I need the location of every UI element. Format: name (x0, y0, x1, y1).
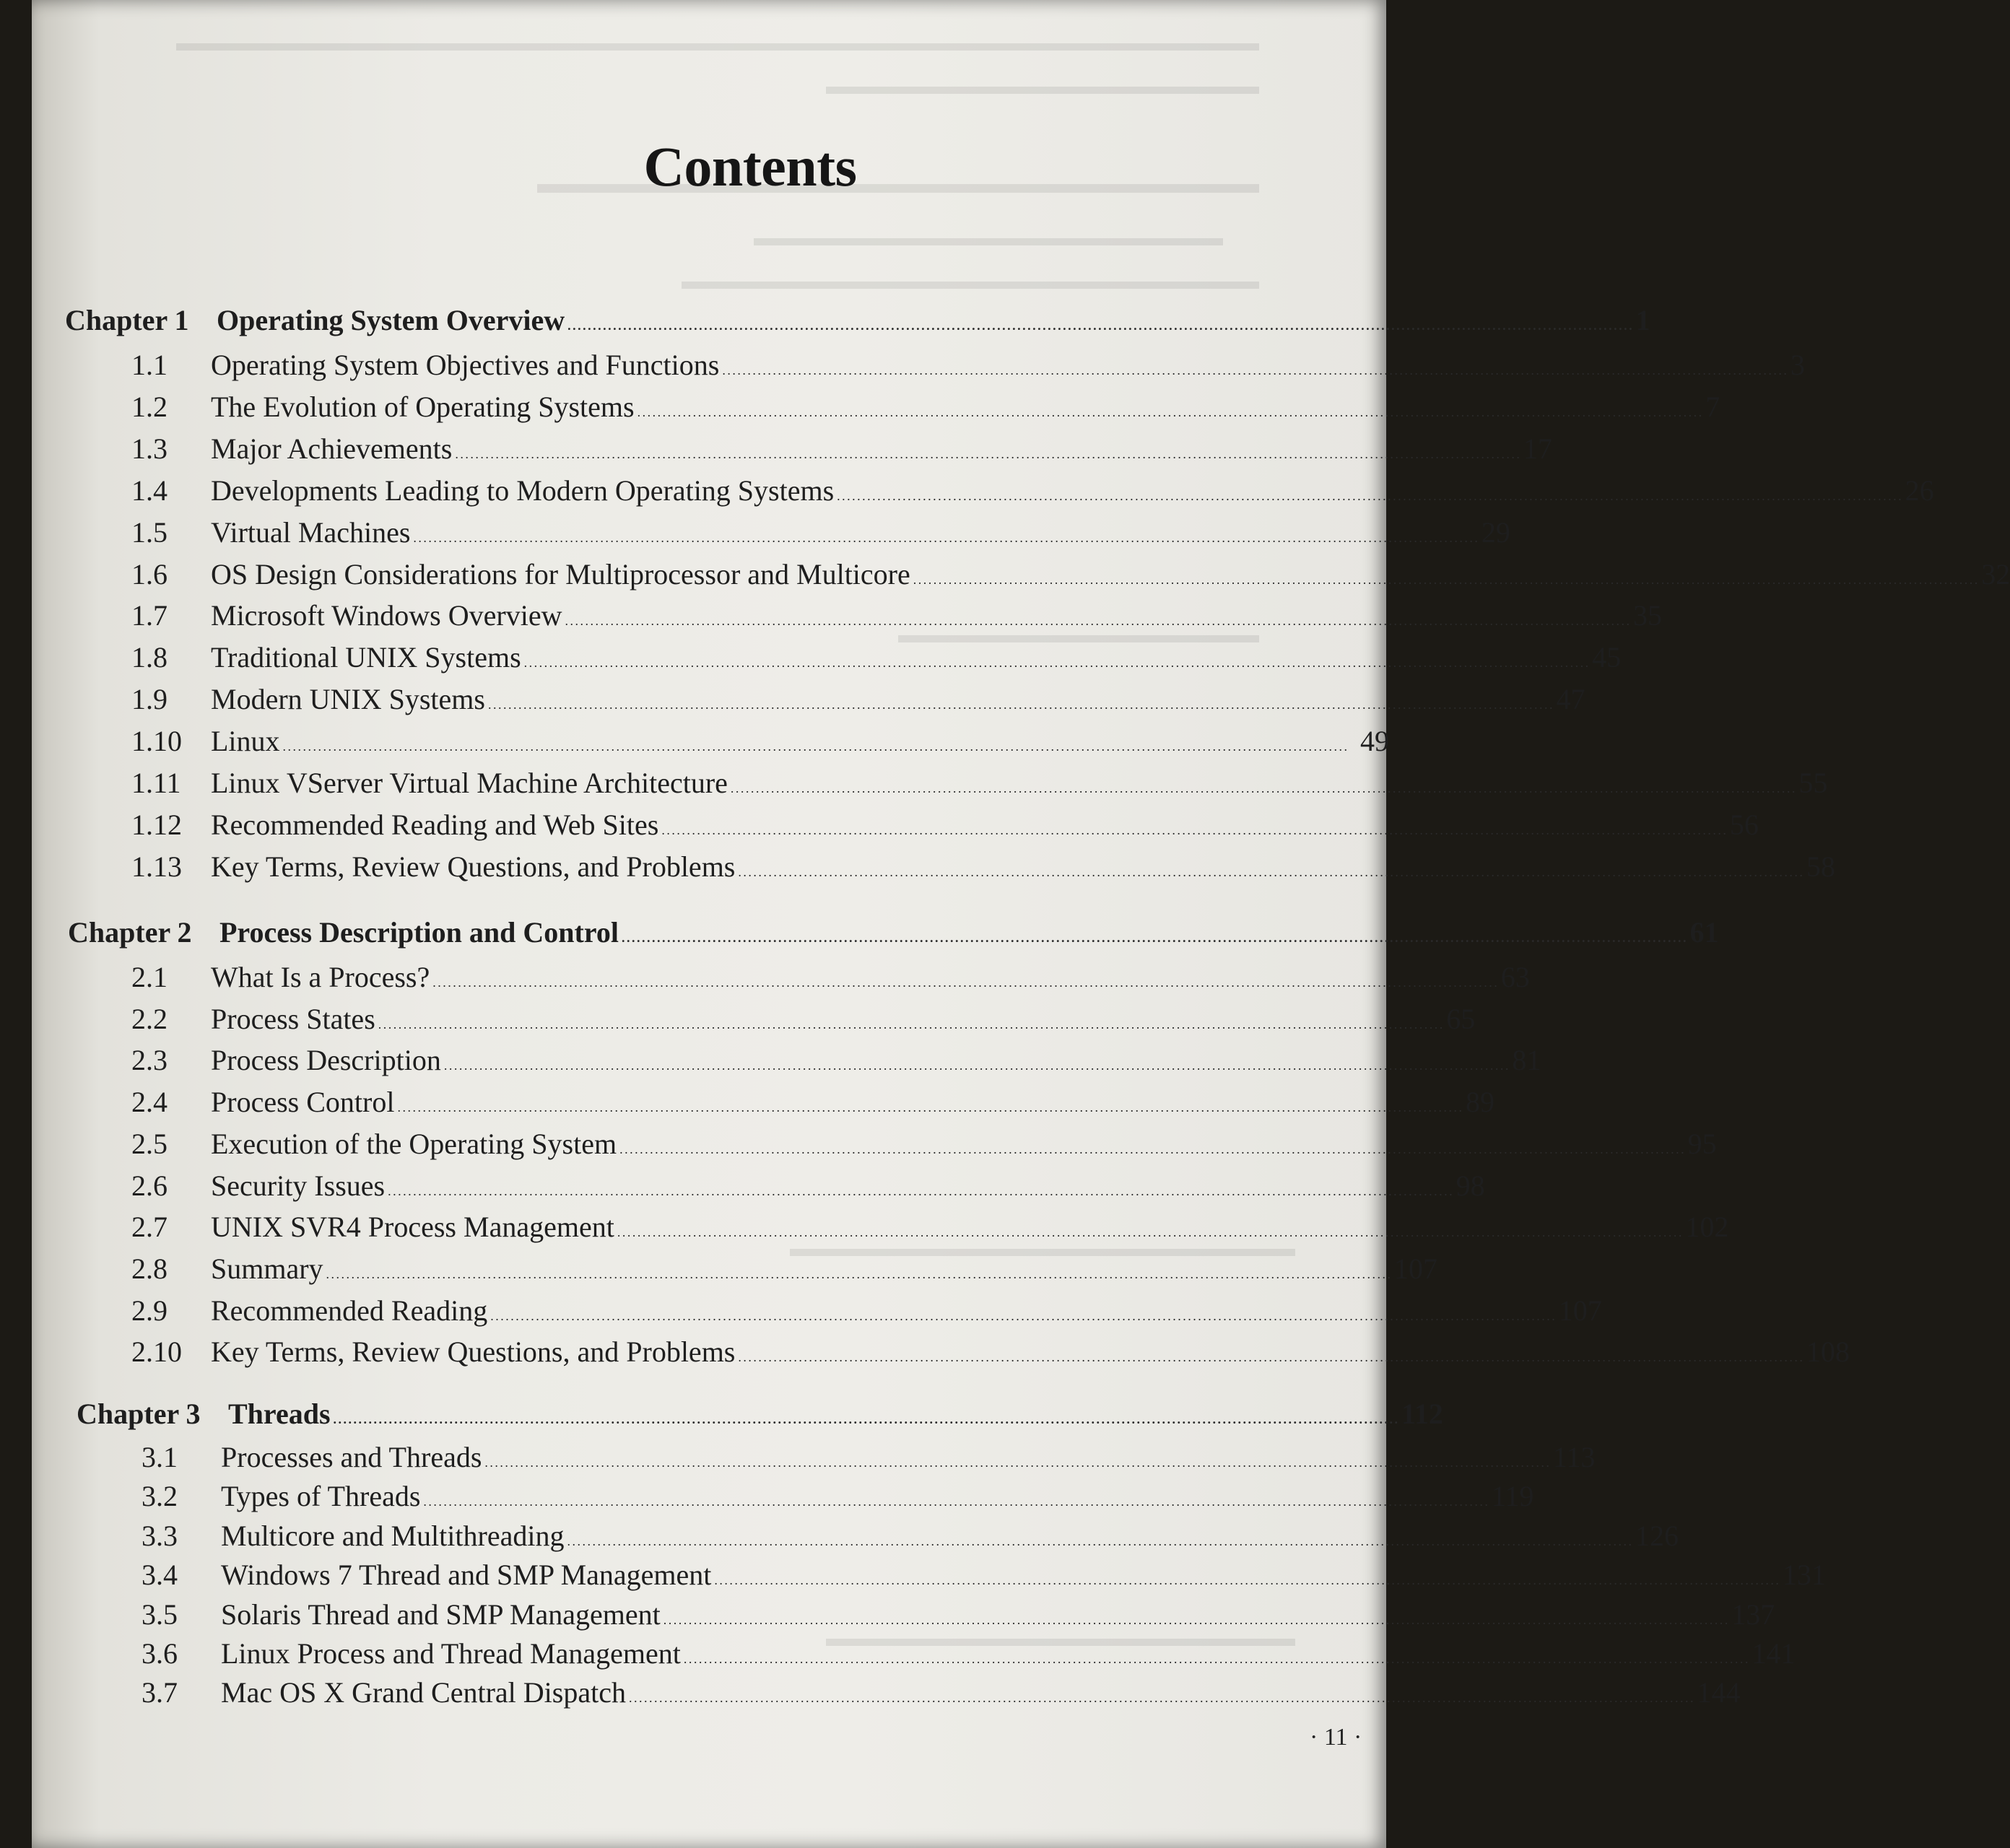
section-row (131, 1002, 1476, 1037)
section-page: 17 (1523, 432, 1552, 465)
section-row (131, 1252, 1438, 1286)
section-title: Mac OS X Grand Central Dispatch (221, 1676, 626, 1709)
section-row (131, 640, 1622, 675)
section-title: Recommended Reading (211, 1294, 488, 1327)
section-number: 1.4 (131, 474, 168, 507)
section-title: Process Control (211, 1086, 395, 1119)
section-row (131, 1335, 1850, 1369)
dot-leader (837, 474, 1901, 508)
section-page: 137 (1731, 1598, 1775, 1631)
section-number: 1.2 (131, 390, 168, 423)
page-number: · 11 · (1310, 1724, 1362, 1751)
chapter-page: 112 (1401, 1398, 1443, 1430)
dot-leader (334, 1397, 1398, 1431)
section-page: 144 (1697, 1676, 1741, 1709)
dot-leader (388, 1169, 1452, 1203)
section-number: 1.11 (131, 767, 181, 799)
dot-leader (413, 515, 1477, 550)
section-page: 45 (1592, 641, 1622, 674)
section-row (142, 1598, 1775, 1632)
section-row (131, 432, 1552, 466)
section-page: 26 (1905, 474, 1934, 507)
dot-leader (432, 960, 1497, 995)
section-number: 2.2 (131, 1002, 168, 1035)
section-row (142, 1519, 1679, 1553)
section-row (131, 960, 1530, 995)
chapter-number: Chapter 3 (77, 1398, 201, 1430)
section-row (131, 1210, 1729, 1245)
section-row (131, 1085, 1495, 1120)
section-page: 55 (1798, 767, 1828, 799)
dot-leader (622, 915, 1686, 950)
dot-leader (490, 1294, 1554, 1328)
dot-leader (619, 1127, 1684, 1161)
section-number: 3.2 (142, 1480, 178, 1513)
section-page: 108 (1806, 1335, 1850, 1369)
section-number: 2.5 (131, 1127, 168, 1160)
dot-leader (283, 724, 1356, 759)
dot-leader (444, 1043, 1508, 1078)
section-title: Traditional UNIX Systems (211, 641, 521, 674)
section-page: 58 (1806, 850, 1835, 883)
section-page: 32 (1981, 557, 2010, 590)
dot-leader (484, 1440, 1549, 1475)
section-number: 2.9 (131, 1294, 168, 1327)
section-title: Microsoft Windows Overview (211, 599, 562, 632)
dot-leader (714, 1558, 1778, 1592)
dot-leader (326, 1252, 1391, 1286)
dot-leader (738, 850, 1802, 884)
section-row (131, 390, 1720, 424)
section-title: OS Design Considerations for Multiprocessor and Multicore (211, 557, 910, 590)
section-row (142, 1636, 1796, 1671)
dot-leader (423, 1479, 1487, 1514)
dot-leader (738, 1335, 1802, 1369)
section-row (131, 1043, 1541, 1078)
section-row (131, 850, 1835, 884)
section-page: 131 (1782, 1559, 1826, 1592)
section-title: Process States (211, 1002, 375, 1035)
section-number: 1.1 (131, 349, 168, 381)
section-page: 89 (1465, 1086, 1495, 1119)
section-row (131, 1294, 1602, 1328)
section-number: 3.3 (142, 1519, 178, 1552)
section-page: 7 (1705, 390, 1720, 423)
section-row (131, 1127, 1717, 1161)
dot-leader (567, 303, 1632, 338)
section-number: 1.13 (131, 850, 182, 883)
section-page: 56 (1729, 808, 1759, 841)
section-row (131, 724, 1389, 759)
section-title: Linux Process and Thread Management (221, 1637, 681, 1670)
section-row (131, 682, 1585, 717)
section-row (131, 808, 1759, 842)
section-row (131, 766, 1828, 801)
dot-leader (524, 640, 1588, 675)
section-row (142, 1675, 1741, 1710)
chapter-row (65, 303, 1650, 338)
chapter-title: Threads (228, 1398, 331, 1430)
dot-leader (664, 1598, 1728, 1632)
section-page: 95 (1687, 1127, 1717, 1160)
section-row (142, 1440, 1596, 1475)
section-title: Recommended Reading and Web Sites (211, 808, 659, 841)
chapter-page: 61 (1689, 916, 1719, 949)
dot-leader (455, 432, 1519, 466)
section-page: 47 (1556, 683, 1585, 716)
dot-leader (397, 1085, 1461, 1120)
section-title: UNIX SVR4 Process Management (211, 1211, 614, 1244)
dot-leader (913, 557, 1978, 592)
dot-leader (722, 348, 1786, 383)
section-title: Major Achievements (211, 432, 453, 465)
section-title: Key Terms, Review Questions, and Problems (211, 850, 736, 883)
section-page: 113 (1552, 1441, 1596, 1473)
section-page: 107 (1558, 1294, 1602, 1327)
section-title: Execution of the Operating System (211, 1127, 617, 1160)
section-title: Solaris Thread and SMP Management (221, 1598, 661, 1631)
dot-leader (629, 1675, 1693, 1710)
section-title: Summary (211, 1252, 323, 1285)
dot-leader (565, 598, 1629, 633)
section-number: 2.6 (131, 1169, 168, 1202)
section-number: 3.6 (142, 1637, 178, 1670)
book-page (32, 0, 2010, 1848)
chapter-number: Chapter 1 (65, 304, 189, 336)
chapter-number: Chapter 2 (68, 916, 192, 949)
section-number: 2.8 (131, 1252, 168, 1285)
chapter-page: 1 (1635, 304, 1650, 336)
section-page: 107 (1394, 1252, 1438, 1285)
section-title: The Evolution of Operating Systems (211, 390, 635, 423)
section-number: 1.12 (131, 808, 182, 841)
section-title: Linux (211, 725, 280, 758)
section-number: 3.4 (142, 1559, 178, 1592)
section-title: What Is a Process? (211, 961, 430, 993)
section-row (131, 557, 2010, 592)
section-page: 141 (1752, 1637, 1796, 1670)
dot-leader (567, 1519, 1631, 1553)
section-page: 119 (1491, 1480, 1534, 1513)
section-page: 63 (1500, 961, 1530, 993)
section-number: 1.8 (131, 641, 168, 674)
section-row (131, 515, 1510, 550)
section-number: 1.5 (131, 515, 168, 549)
dot-leader (684, 1636, 1748, 1671)
section-page: 81 (1512, 1044, 1541, 1077)
section-page: 49 (1360, 725, 1389, 758)
section-title: Modern UNIX Systems (211, 683, 485, 716)
section-title: Types of Threads (221, 1480, 421, 1513)
dot-leader (661, 808, 1726, 842)
section-title: Developments Leading to Modern Operating Systems (211, 474, 835, 507)
dot-leader (617, 1210, 1681, 1245)
dot-leader (488, 682, 1552, 717)
section-number: 1.9 (131, 683, 168, 716)
section-title: Windows 7 Thread and SMP Management (221, 1559, 712, 1592)
section-row (131, 474, 1934, 508)
section-number: 1.10 (131, 725, 182, 758)
section-page: 3 (1790, 349, 1805, 381)
section-number: 2.3 (131, 1044, 168, 1077)
section-number: 1.3 (131, 432, 168, 465)
section-row (131, 348, 1805, 383)
section-title: Linux VServer Virtual Machine Architecture (211, 767, 728, 799)
section-page: 65 (1446, 1002, 1476, 1035)
section-page: 98 (1456, 1169, 1485, 1202)
section-title: Virtual Machines (211, 515, 411, 549)
dot-leader (378, 1002, 1443, 1037)
section-number: 1.7 (131, 599, 168, 632)
section-number: 2.10 (131, 1335, 182, 1369)
section-title: Processes and Threads (221, 1441, 482, 1473)
section-title: Security Issues (211, 1169, 386, 1202)
section-page: 29 (1481, 515, 1510, 549)
dot-leader (638, 390, 1702, 424)
section-number: 3.5 (142, 1598, 178, 1631)
section-number: 2.1 (131, 961, 168, 993)
section-title: Key Terms, Review Questions, and Problems (211, 1335, 736, 1369)
section-title: Multicore and Multithreading (221, 1519, 565, 1552)
section-number: 3.7 (142, 1676, 178, 1709)
section-row (142, 1558, 1826, 1592)
section-page: 126 (1635, 1519, 1679, 1552)
section-title: Process Description (211, 1044, 441, 1077)
section-number: 2.7 (131, 1211, 168, 1244)
page-title: Contents (643, 135, 857, 198)
dot-leader (731, 766, 1795, 801)
section-title: Operating System Objectives and Functions (211, 349, 720, 381)
section-row (131, 598, 1662, 633)
section-number: 2.4 (131, 1086, 168, 1119)
section-page: 102 (1685, 1211, 1729, 1244)
chapter-row (68, 915, 1719, 950)
section-page: 35 (1632, 599, 1662, 632)
section-number: 3.1 (142, 1441, 178, 1473)
section-row (131, 1169, 1485, 1203)
section-number: 1.6 (131, 557, 168, 590)
chapter-row (77, 1397, 1443, 1431)
section-row (142, 1479, 1534, 1514)
chapter-title: Operating System Overview (217, 304, 565, 336)
chapter-title: Process Description and Control (219, 916, 619, 949)
